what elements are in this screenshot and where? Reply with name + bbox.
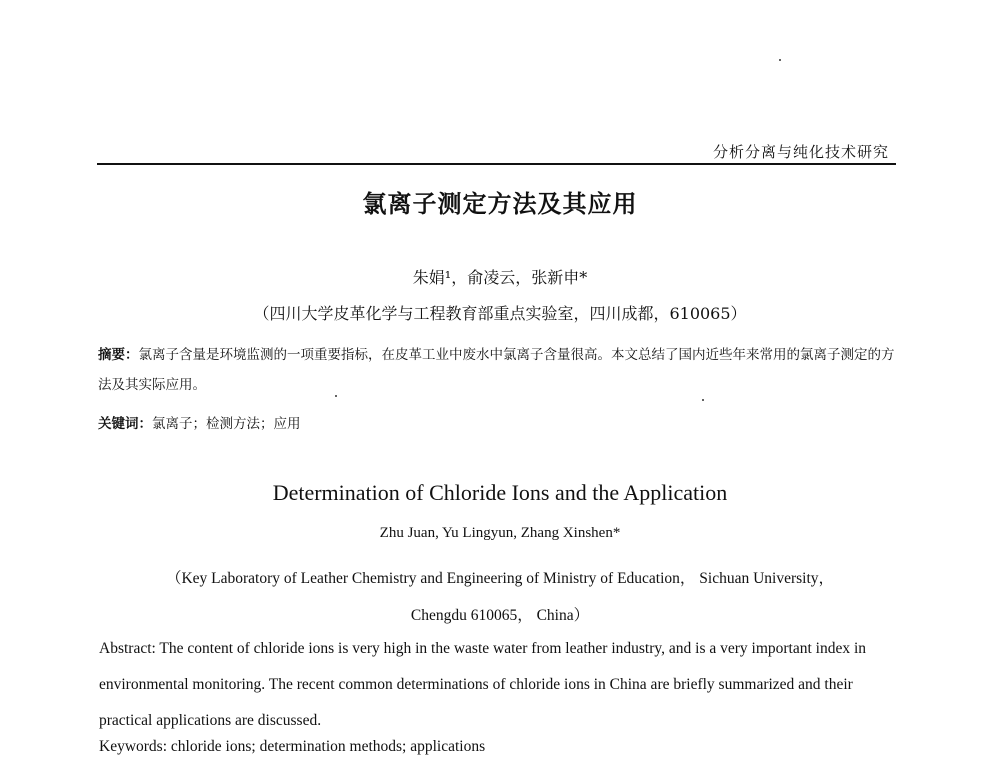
scan-speck xyxy=(702,399,704,401)
cn-abstract-text: 氯离子含量是环境监测的一项重要指标，在皮革工业中废水中氯离子含量很高。本文总结了国内近些年来常用的氯离子测定的方法及其实际应用。 xyxy=(98,347,895,393)
en-affiliation xyxy=(0,560,1000,634)
cn-abstract-label: 摘要： xyxy=(98,347,139,363)
en-abstract: Abstract: The content of chloride ions is very high in the waste water from leather industry, and is a very important index in environmental monitoring. The recent common determinations of chloride ions in China are briefly summarized and their practical applications are discussed. xyxy=(99,640,867,729)
cn-keywords xyxy=(98,412,301,432)
en-title: Determination of Chloride Ions and the Application xyxy=(272,480,728,505)
scan-speck xyxy=(335,395,337,397)
cn-title: 氯离子测定方法及其应用 xyxy=(362,189,638,218)
en-authors: Zhu Juan, Yu Lingyun, Zhang Xinshen* xyxy=(379,525,621,541)
cn-affiliation: （四川大学皮革化学与工程教育部重点实验室，四川成都，610065） xyxy=(253,304,747,323)
en-keywords: Keywords: chloride ions; determination methods; applications xyxy=(99,738,486,755)
en-affiliation-line2: Chengdu 610065， China） xyxy=(410,607,590,624)
cn-keywords-text: 氯离子；检测方法；应用 xyxy=(152,416,301,432)
cn-keywords-label: 关键词： xyxy=(98,416,152,432)
cn-authors: 朱娟¹，俞凌云，张新申* xyxy=(412,268,588,287)
cn-abstract xyxy=(98,340,904,400)
scan-speck xyxy=(779,59,781,61)
header-rule xyxy=(97,163,896,165)
en-affiliation-line1: （Key Laboratory of Leather Chemistry and Engineering of Ministry of Education， Sichuan University， xyxy=(165,570,835,587)
running-header: 分析分离与纯化技术研究 xyxy=(712,143,889,161)
